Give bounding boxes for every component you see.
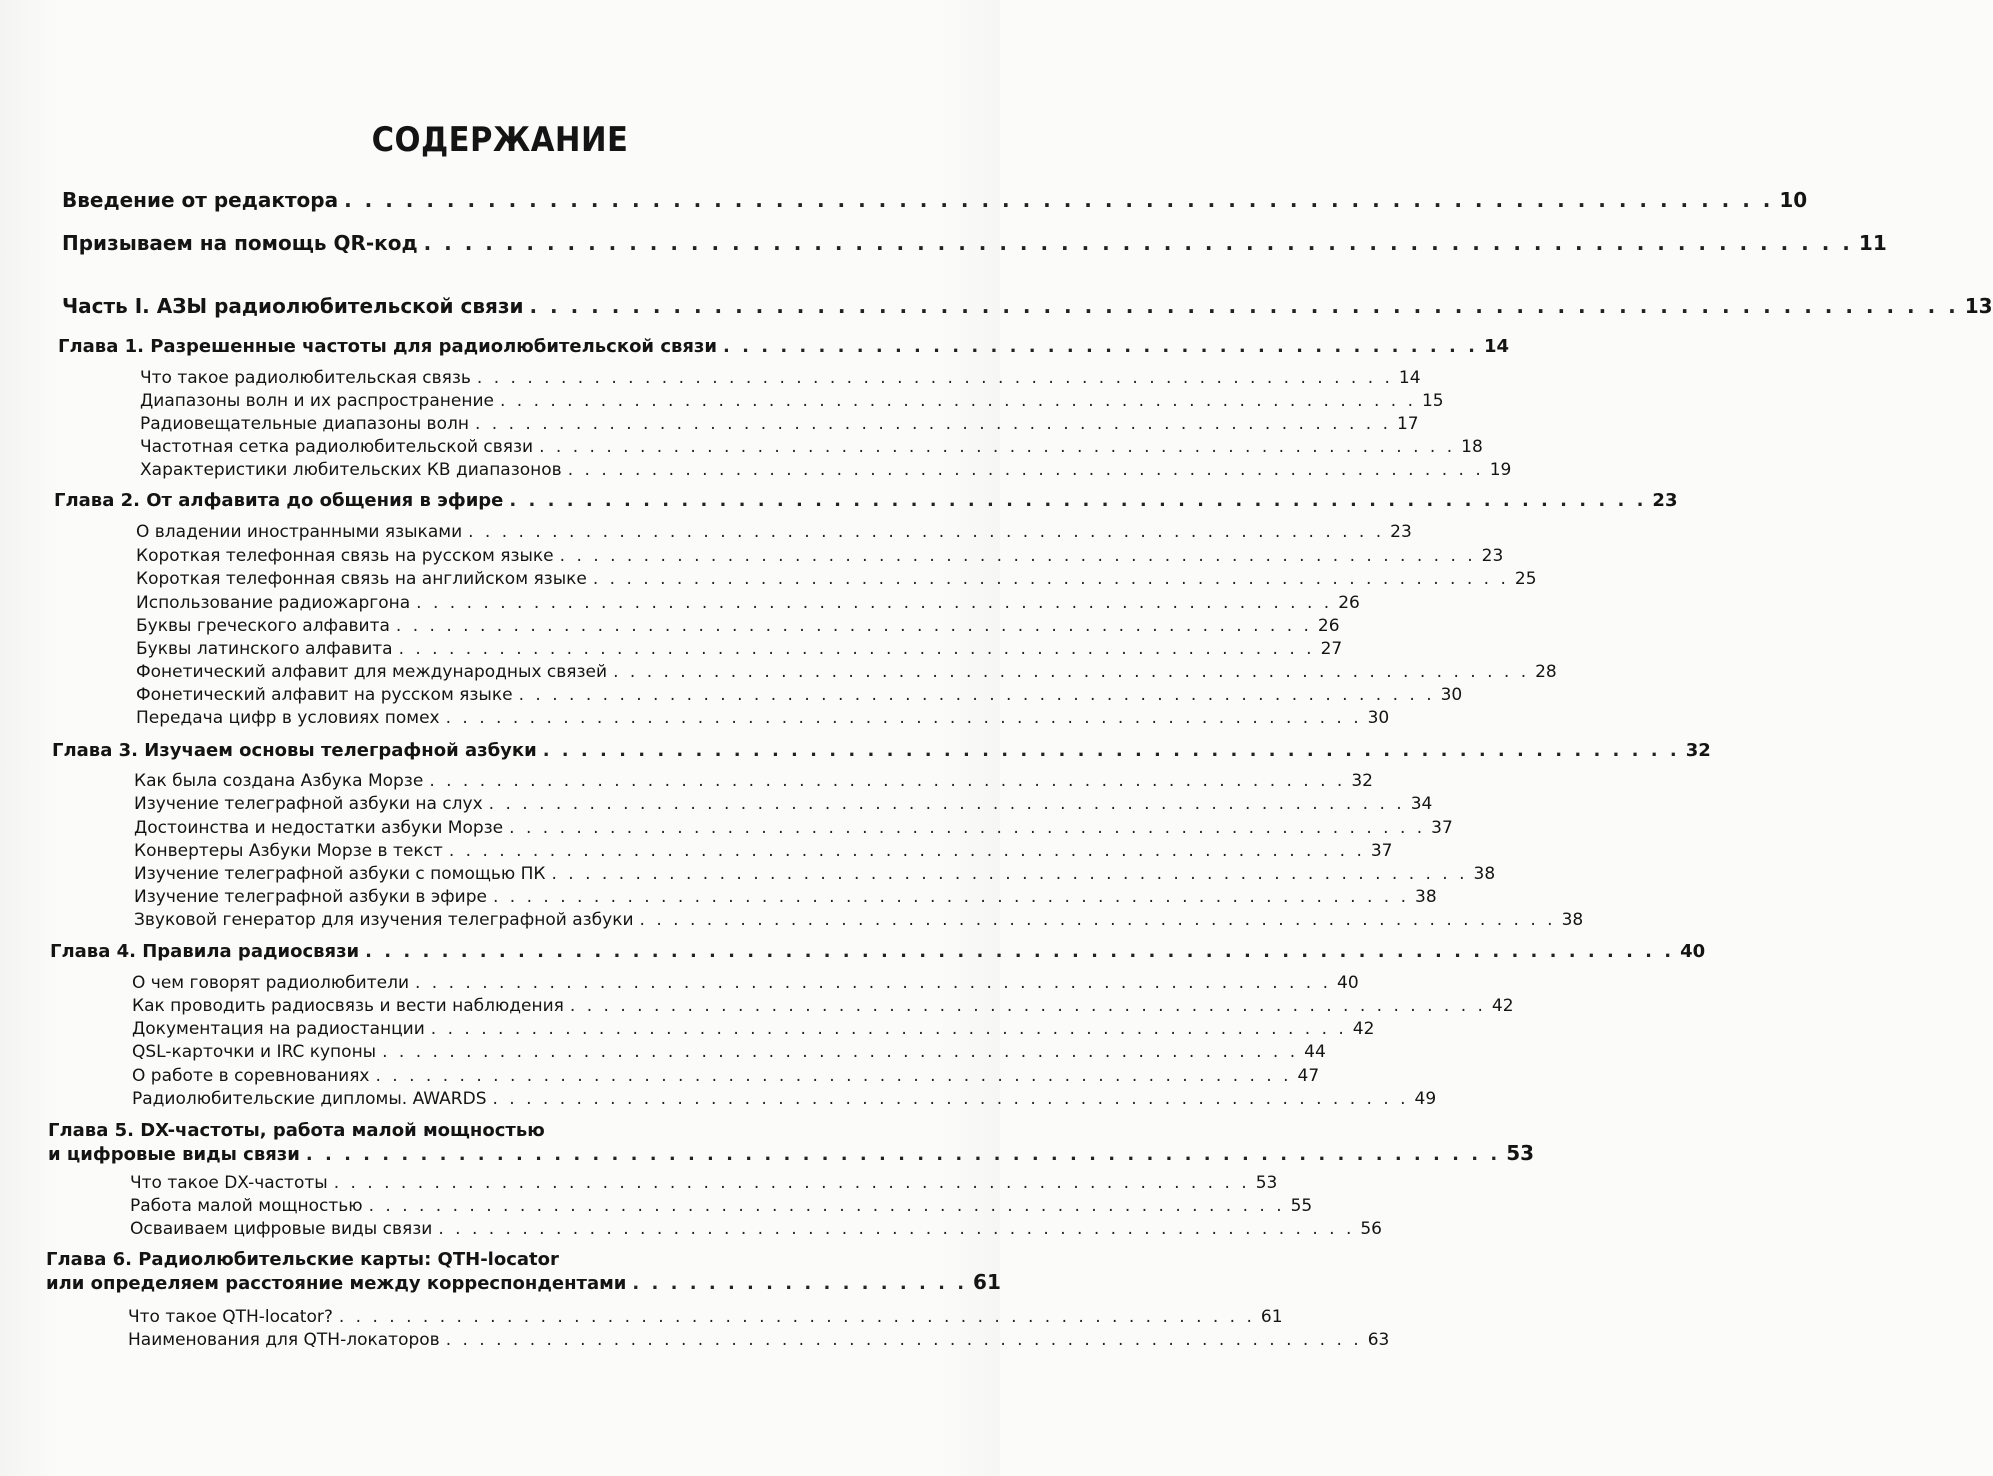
dot-leader: . . . . . . . . . . . . . . . . . . . . . . . . . . . . . . . . . . . . . . . . . . . . . . . . . . . . . . . . . . . . . . . . . . . . . . (423, 231, 1853, 255)
toc-chapter-3 (52, 740, 1711, 761)
toc-entry-title: Призываем на помощь QR-код (62, 231, 418, 255)
dot-leader: . . . . . . . . . . . . . . . . . . . . . . . . . . . . . . . . . . . . . . . . . . . . . . . . . . . . . . . (569, 996, 1486, 1016)
dot-leader: . . . . . . . . . . . . . . . . . . . . . . . . . . . . . . . . . . . . . . . . . . . . . . . . . . . . . . . (333, 1173, 1250, 1193)
toc-entry-page: 38 (1415, 887, 1437, 907)
toc-entry-page: 26 (1317, 616, 1340, 636)
toc-entry-title-line2: и цифровые виды связи (48, 1144, 300, 1165)
toc-entry-part1 (62, 294, 1993, 318)
toc-entry-page: 38 (1561, 910, 1584, 930)
toc-subentry (128, 1307, 1283, 1327)
toc-entry-title: Фонетический алфавит на русском языке (136, 685, 513, 705)
toc-chapter-4 (50, 941, 1706, 962)
toc-entry-title: Использование радиожаргона (136, 593, 411, 613)
toc-entry-title: Буквы латинского алфавита (136, 639, 393, 659)
dot-leader: . . . . . . . . . . . . . . . . . . . . . . . . . . . . . . . . . . . . . . . . . . . . . . . . . . . . . . . (592, 569, 1509, 589)
toc-entry-title: Введение от редактора (62, 188, 339, 212)
toc-entry-page: 18 (1461, 437, 1483, 457)
toc-subentry (134, 771, 1373, 791)
toc-entry-title: Частотная сетка радиолюбительской связи (140, 437, 534, 457)
toc-entry-title: Фонетический алфавит для международных связей (136, 662, 608, 682)
toc-entry-page: 23 (1481, 546, 1504, 566)
toc-entry-title: Буквы греческого алфавита (136, 616, 390, 636)
toc-entry-page: 32 (1351, 771, 1373, 791)
toc-subentry (134, 910, 1584, 930)
toc-entry-page: 37 (1370, 841, 1393, 861)
toc-entry-title: Как была создана Азбука Морзе (134, 771, 424, 791)
dot-leader: . . . . . . . . . . . . . . . . . . . . . . . . . . . . . . . . . . . . . . . . . . . . . . . . . . . . . . . (509, 818, 1426, 838)
dot-leader: . . . . . . . . . . . . . . . . . . . . . . . . . . . . . . . . . . . . . . . . . . . . . . . . . . . . . . . (445, 708, 1362, 728)
toc-entry-title: Наименования для QTH-локаторов (128, 1330, 440, 1350)
toc-entry-title-line1: Глава 6. Радиолюбительские карты: QTH-locator (46, 1249, 559, 1270)
toc-entry-page: 10 (1779, 188, 1808, 212)
toc-entry-page: 14 (1483, 336, 1509, 357)
toc-entry-page: 23 (1652, 490, 1678, 511)
toc-subentry (140, 437, 1483, 457)
toc-subentry (136, 662, 1557, 682)
toc-entry-title: QSL-карточки и IRC купоны (132, 1042, 377, 1062)
toc-entry-page: 47 (1297, 1066, 1320, 1086)
dot-leader: . . . . . . . . . . . . . . . . . . . . . . . . . . . . . . . . . . . . . . . . . . . . . . . . . . . . . . . (499, 391, 1416, 411)
toc-entry-title: О работе в соревнованиях (132, 1066, 370, 1086)
dot-leader: . . . . . . . . . . . . . . . . . . . . . . . . . . . . . . . . . . . . . . . . . . . . . . . . . . . . . . . (375, 1066, 1292, 1086)
dot-leader: . . . . . . . . . . . . . . . . . . . . . . . . . . . . . . . . . . . . . . . . . . . . . . . . . . . . . . . . . . . . (542, 740, 1680, 761)
dot-leader: . . . . . . . . . . . . . . . . . . . . . . . . . . . . . . . . . . . . . . . . . . . . . . . . . . . . . . . (395, 616, 1312, 636)
toc-entry-title: Изучение телеграфной азбуки в эфире (134, 887, 487, 907)
dot-leader: . . . . . . . . . . . . . . . . . . . . . . . . . . . . . . . . . . . . . . . . . . . . . . . . . . . . . . . (613, 662, 1530, 682)
toc-entry-intro (62, 188, 1808, 212)
toc-entry-page: 38 (1473, 864, 1496, 884)
toc-subentry (136, 593, 1360, 613)
toc-subentry (140, 391, 1444, 411)
toc-entry-title: Глава 4. Правила радиосвязи (50, 941, 360, 962)
dot-leader: . . . . . . . . . . . . . . . . . . . . . . . . . . . . . . . . . . . . . . . . . . . . . . . . . . . . . . . . . . . . (509, 490, 1647, 511)
dot-leader: . . . . . . . . . . . . . . . . . . . . . . . . . . . . . . . . . . . . . . . . . . . . . . . . . . . . . . . (429, 771, 1346, 791)
toc-subentry (132, 1066, 1320, 1086)
toc-entry-page: 15 (1421, 391, 1444, 411)
toc-chapter-2 (54, 490, 1678, 511)
dot-leader: . . . . . . . . . . . . . . . . . . . . . . . . . . . . . . . . . . . . . . . . . . . . . . . . . . . . . . . (416, 593, 1333, 613)
toc-entry-title-line1: Глава 5. DX-частоты, работа малой мощностью (48, 1120, 545, 1141)
toc-entry-page: 27 (1320, 639, 1343, 659)
toc-chapter-6 (46, 1249, 1001, 1294)
toc-entry-page: 37 (1431, 818, 1453, 838)
toc-entry-title: Короткая телефонная связь на английском языке (136, 569, 587, 589)
toc-entry-title: Что такое DX-частоты (130, 1173, 328, 1193)
toc-subentry (130, 1196, 1313, 1216)
toc-entry-page: 55 (1290, 1196, 1313, 1216)
toc-subentry (132, 996, 1514, 1016)
toc-entry-title: Изучение телеграфной азбуки с помощью ПК (134, 864, 546, 884)
toc-entry-page: 13 (1964, 294, 1993, 318)
toc-entry-page: 63 (1367, 1330, 1390, 1350)
dot-leader: . . . . . . . . . . . . . . . . . . . . . . . . . . . . . . . . . . . . . . . . . . . . . . . . . . . . . . . (368, 1196, 1285, 1216)
toc-subentry (136, 546, 1504, 566)
toc-entry-title: Передача цифр в условиях помех (136, 708, 440, 728)
toc-entry-page: 23 (1390, 522, 1412, 542)
toc-entry-page: 17 (1396, 414, 1419, 434)
toc-entry-title: Конвертеры Азбуки Морзе в текст (134, 841, 443, 861)
toc-subentry (136, 685, 1463, 705)
toc-entry-title: Глава 2. От алфавита до общения в эфире (54, 490, 504, 511)
toc-entry-page: 42 (1491, 996, 1514, 1016)
dot-leader: . . . . . . . . . . . . . . . . . . . . . . . . . . . . . . . . . . . . . . . . . . . . . . . . . . . . . . . (492, 1089, 1409, 1109)
toc-entry-title: Характеристики любительских КВ диапазонов (140, 460, 562, 480)
toc-entry-line2 (48, 1141, 1535, 1165)
toc-subentry (132, 1042, 1326, 1062)
toc-subentry (136, 616, 1340, 636)
toc-entry-title: Радиовещательные диапазоны волн (140, 414, 469, 434)
toc-subentry (134, 887, 1437, 907)
toc-subentry (136, 569, 1537, 589)
toc-subentry (136, 708, 1390, 728)
dot-leader: . . . . . . . . . . . . . . . . . . . . . . . . . . . . . . . . . . . . . . . . . . . . . . . . . . . . . . . (474, 414, 1391, 434)
toc-entry-title: Часть I. АЗЫ радиолюбительской связи (62, 294, 524, 318)
toc-entry-qr (62, 231, 1887, 255)
dot-leader: . . . . . . . . . . . . . . . . . . . . . . . . . . . . . . . . . . . . . . . . . . . . . . . . . . . . . . . (639, 910, 1556, 930)
toc-subentry (136, 522, 1412, 542)
toc-entry-page: 61 (1260, 1307, 1283, 1327)
toc-entry-page: 26 (1338, 593, 1360, 613)
toc-subentry (130, 1173, 1278, 1193)
toc-chapter-1 (58, 336, 1509, 357)
dot-leader: . . . . . . . . . . . . . . . . . . . . . . . . . . . . . . . . . . . . . . . . (723, 336, 1478, 357)
toc-subentry (136, 639, 1343, 659)
dot-leader: . . . . . . . . . . . . . . . . . . . . . . . . . . . . . . . . . . . . . . . . . . . . . . . . . . . . . . . (338, 1307, 1255, 1327)
toc-entry-title: Глава 3. Изучаем основы телеграфной азбуки (52, 740, 537, 761)
toc-subentry (140, 368, 1421, 388)
toc-entry-page: 44 (1304, 1042, 1326, 1062)
toc-entry-page: 32 (1685, 740, 1711, 761)
dot-leader: . . . . . . . . . . . . . . . . . . . . . . . . . . . . . . . . . . . . . . . . . . . . . . . . . . . . . . . (539, 437, 1456, 457)
toc-entry-page: 61 (973, 1270, 1001, 1294)
toc-entry-title: Изучение телеграфной азбуки на слух (134, 794, 483, 814)
dot-leader: . . . . . . . . . . . . . . . . . . . . . . . . . . . . . . . . . . . . . . . . . . . . . . . . . . . . . . . (551, 864, 1468, 884)
toc-entry-page: 40 (1337, 973, 1359, 993)
toc-subentry (134, 818, 1453, 838)
toc-subentry (128, 1330, 1390, 1350)
toc-entry-title: Звуковой генератор для изучения телеграфной азбуки (134, 910, 634, 930)
dot-leader: . . . . . . . . . . . . . . . . . . . . . . . . . . . . . . . . . . . . . . . . . . . . . . . . . . . . . . . (430, 1019, 1347, 1039)
toc-entry-title: Как проводить радиосвязь и вести наблюдения (132, 996, 564, 1016)
toc-entry-title: Что такое QTH-locator? (128, 1307, 333, 1327)
toc-subentry (134, 841, 1393, 861)
toc-entry-page: 53 (1506, 1141, 1535, 1165)
dot-leader: . . . . . . . . . . . . . . . . . . . . . . . . . . . . . . . . . . . . . . . . . . . . . . . . . . . . . . . (488, 794, 1405, 814)
toc-chapter-5 (48, 1120, 1535, 1165)
toc-entry-title: Осваиваем цифровые виды связи (130, 1219, 433, 1239)
dot-leader: . . . . . . . . . . . . . . . . . . . . . . . . . . . . . . . . . . . . . . . . . . . . . . . . . . . . . . . (476, 368, 1393, 388)
toc-entry-page: 40 (1680, 941, 1706, 962)
toc-entry-line2 (46, 1270, 1001, 1294)
toc-entry-page: 42 (1352, 1019, 1375, 1039)
toc-subentry (134, 864, 1496, 884)
toc-entry-title: Короткая телефонная связь на русском языке (136, 546, 554, 566)
dot-leader: . . . . . . . . . . . . . . . . . . . . . . . . . . . . . . . . . . . . . . . . . . . . . . . . . . . . . . . (567, 460, 1484, 480)
dot-leader: . . . . . . . . . . . . . . . . . . . . . . . . . . . . . . . . . . . . . . . . . . . . . . . . . . . . . . . (382, 1042, 1299, 1062)
dot-leader: . . . . . . . . . . . . . . . . . . . . . . . . . . . . . . . . . . . . . . . . . . . . . . . . . . . . . . . . . . . . . . . . . . . . . . (344, 188, 1774, 212)
toc-subentry (140, 414, 1419, 434)
toc-entry-page: 53 (1255, 1173, 1278, 1193)
dot-leader: . . . . . . . . . . . . . . . . . . . . . . . . . . . . . . . . . . . . . . . . . . . . . . . . . . . . . . . (492, 887, 1409, 907)
dot-leader: . . . . . . . . . . . . . . . . . . . . . . . . . . . . . . . . . . . . . . . . . . . . . . . . . . . . . . . . . . . . . . . (305, 1144, 1501, 1165)
dot-leader: . . . . . . . . . . . . . . . . . . . . . . . . . . . . . . . . . . . . . . . . . . . . . . . . . . . . . . . (448, 841, 1365, 861)
toc-entry-title: О чем говорят радиолюбители (132, 973, 409, 993)
toc-entry-title-line2: или определяем расстояние между корреспондентами (46, 1273, 627, 1294)
toc-entry-page: 30 (1367, 708, 1390, 728)
toc-entry-page: 25 (1514, 569, 1537, 589)
toc-entry-page: 14 (1398, 368, 1421, 388)
toc-subentry (140, 460, 1512, 480)
toc-entry-title: Радиолюбительские дипломы. AWARDS (132, 1089, 487, 1109)
toc-entry-page: 34 (1410, 794, 1433, 814)
dot-leader: . . . . . . . . . . . . . . . . . . . . . . . . . . . . . . . . . . . . . . . . . . . . . . . . . . . . . . . (415, 973, 1332, 993)
toc-subentry (130, 1219, 1382, 1239)
dot-leader: . . . . . . . . . . . . . . . . . . . . . . . . . . . . . . . . . . . . . . . . . . . . . . . . . . . . . . . . . . . . . . . . . . . . . (365, 941, 1675, 962)
toc-entry-page: 28 (1535, 662, 1557, 682)
toc-entry-title: О владении иностранными языками (136, 522, 463, 542)
dot-leader: . . . . . . . . . . . . . . . . . . . . . . . . . . . . . . . . . . . . . . . . . . . . . . . . . . . . . . . (559, 546, 1476, 566)
toc-subentry (132, 973, 1359, 993)
toc-entry-title: Что такое радиолюбительская связь (140, 368, 471, 388)
dot-leader: . . . . . . . . . . . . . . . . . . . . . . . . . . . . . . . . . . . . . . . . . . . . . . . . . . . . . . . (518, 685, 1435, 705)
dot-leader: . . . . . . . . . . . . . . . . . . . . . . . . . . . . . . . . . . . . . . . . . . . . . . . . . . . . . . . (445, 1330, 1362, 1350)
toc-entry-title: Достоинства и недостатки азбуки Морзе (134, 818, 504, 838)
toc-subentry (134, 794, 1433, 814)
dot-leader: . . . . . . . . . . . . . . . . . . . . . . . . . . . . . . . . . . . . . . . . . . . . . . . . . . . . . . . . . . . . . . . . . . . . . . (529, 294, 1959, 318)
dot-leader: . . . . . . . . . . . . . . . . . . (632, 1273, 968, 1294)
toc-subentry (132, 1089, 1437, 1109)
dot-leader: . . . . . . . . . . . . . . . . . . . . . . . . . . . . . . . . . . . . . . . . . . . . . . . . . . . . . . . (468, 522, 1385, 542)
toc-entry-title: Диапазоны волн и их распространение (140, 391, 494, 411)
toc-entry-title: Документация на радиостанции (132, 1019, 425, 1039)
toc-entry-page: 56 (1360, 1219, 1382, 1239)
toc-entry-page: 30 (1440, 685, 1463, 705)
toc-entry-title: Глава 1. Разрешенные частоты для радиолюбительской связи (58, 336, 718, 357)
page-title: СОДЕРЖАНИЕ (371, 120, 629, 160)
toc-entry-title: Работа малой мощностью (130, 1196, 363, 1216)
toc-subentry (132, 1019, 1375, 1039)
dot-leader: . . . . . . . . . . . . . . . . . . . . . . . . . . . . . . . . . . . . . . . . . . . . . . . . . . . . . . . (398, 639, 1315, 659)
toc-entry-page: 11 (1858, 231, 1887, 255)
toc-entry-page: 19 (1489, 460, 1512, 480)
toc-entry-page: 49 (1414, 1089, 1437, 1109)
dot-leader: . . . . . . . . . . . . . . . . . . . . . . . . . . . . . . . . . . . . . . . . . . . . . . . . . . . . . . . (438, 1219, 1355, 1239)
